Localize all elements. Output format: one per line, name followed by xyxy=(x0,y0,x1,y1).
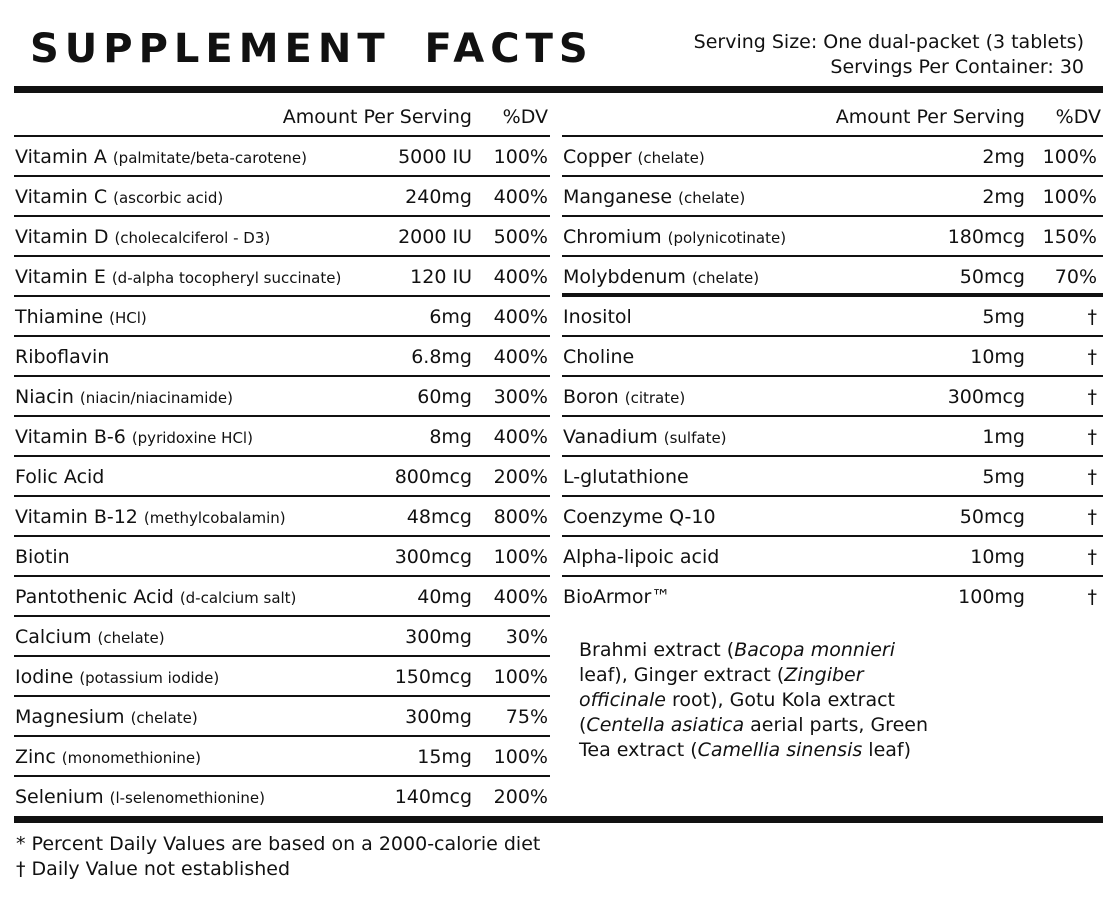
nutrient-dv: 30% xyxy=(505,626,548,648)
nutrient-dv: 100% xyxy=(1042,146,1097,168)
bioarmor-ingredients xyxy=(579,638,939,763)
nutrient-name xyxy=(15,226,270,248)
nutrient-row xyxy=(14,577,550,617)
nutrient-name xyxy=(563,506,716,528)
nutrient-dv: 400% xyxy=(493,186,548,208)
nutrient-row xyxy=(14,617,550,657)
nutrient-source: (niacin/niacinamide) xyxy=(79,389,233,407)
nutrient-amount: 100mg xyxy=(958,586,1025,608)
nutrient-dv: † xyxy=(1087,306,1097,328)
dv-footnote: * Percent Daily Values are based on a 2000-calorie diet xyxy=(16,833,541,855)
left-nutrient-column xyxy=(14,97,550,817)
nutrient-label: Manganese xyxy=(563,186,673,208)
bioarmor-text: root), Gotu Kola extract ( xyxy=(579,689,896,736)
nutrient-dv: 500% xyxy=(493,226,548,248)
nutrient-name xyxy=(15,466,104,488)
nutrient-dv: 70% xyxy=(1054,266,1097,288)
nutrient-row xyxy=(562,257,1103,297)
nutrient-row xyxy=(562,337,1103,377)
nutrient-label: Zinc xyxy=(15,746,56,768)
nutrient-name xyxy=(15,626,165,648)
nutrient-row xyxy=(14,417,550,457)
nutrient-row xyxy=(14,697,550,737)
nutrient-amount: 300mg xyxy=(405,626,472,648)
nutrient-dv: 75% xyxy=(505,706,548,728)
nutrient-row xyxy=(14,377,550,417)
nutrient-label: Pantothenic Acid xyxy=(15,586,174,608)
nutrient-name xyxy=(15,186,223,208)
nutrient-dv: 200% xyxy=(493,786,548,808)
nutrient-source: (palmitate/beta-carotene) xyxy=(112,149,307,167)
nutrient-amount: 300mcg xyxy=(947,386,1025,408)
nutrient-dv: 100% xyxy=(1042,186,1097,208)
column-header xyxy=(562,97,1103,137)
nutrient-name xyxy=(563,266,759,288)
right-rows xyxy=(562,137,1103,617)
nutrient-amount: 10mg xyxy=(970,346,1025,368)
nutrient-amount: 6.8mg xyxy=(411,346,472,368)
nutrient-amount: 5mg xyxy=(982,466,1025,488)
nutrient-source: (d-calcium salt) xyxy=(179,589,297,607)
column-header xyxy=(14,97,550,137)
nutrient-name xyxy=(563,386,685,408)
bottom-rule xyxy=(14,816,1103,823)
nutrient-row xyxy=(562,137,1103,177)
nutrient-source: (potassium iodide) xyxy=(79,669,220,687)
nutrient-amount: 50mcg xyxy=(959,506,1025,528)
nutrient-name xyxy=(563,426,727,448)
nutrient-name xyxy=(563,146,705,168)
nutrient-dv: † xyxy=(1087,426,1097,448)
nutrient-dv: 100% xyxy=(493,146,548,168)
nutrient-name xyxy=(563,226,786,248)
nutrient-label: L-glutathione xyxy=(563,466,689,488)
nutrient-source: (ascorbic acid) xyxy=(113,189,224,207)
nutrient-dv: † xyxy=(1087,466,1097,488)
nutrient-label: Boron xyxy=(563,386,619,408)
nutrient-row xyxy=(14,177,550,217)
top-rule xyxy=(14,86,1103,93)
bioarmor-text: leaf) xyxy=(862,739,912,761)
nutrient-row xyxy=(14,337,550,377)
bioarmor-text: leaf), Ginger extract ( xyxy=(579,664,785,686)
nutrient-label: Iodine xyxy=(15,666,74,688)
nutrient-amount: 150mcg xyxy=(394,666,472,688)
bioarmor-text: aerial parts, Green Tea extract ( xyxy=(579,714,928,761)
nutrient-source: (pyridoxine HCl) xyxy=(131,429,253,447)
nutrient-label: Molybdenum xyxy=(563,266,686,288)
nutrient-label: Biotin xyxy=(15,546,70,568)
nutrient-source: (l-selenomethionine) xyxy=(109,789,265,807)
nutrient-row xyxy=(14,737,550,777)
nutrient-dv: 100% xyxy=(493,746,548,768)
nutrient-name xyxy=(15,706,198,728)
nutrient-source: (methylcobalamin) xyxy=(143,509,286,527)
nutrient-dv: † xyxy=(1087,346,1097,368)
nutrient-name xyxy=(15,786,265,808)
nutrient-label: Choline xyxy=(563,346,635,368)
nutrient-dv: 150% xyxy=(1042,226,1097,248)
nutrient-source: (d-alpha tocopheryl succinate) xyxy=(111,269,342,287)
nutrient-row xyxy=(562,497,1103,537)
nutrient-label: Chromium xyxy=(563,226,662,248)
dv-header: %DV xyxy=(1055,106,1101,128)
nutrient-label: Folic Acid xyxy=(15,466,105,488)
servings-per-container: Servings Per Container: 30 xyxy=(830,56,1084,78)
nutrient-dv: 800% xyxy=(493,506,548,528)
nutrient-amount: 8mg xyxy=(429,426,472,448)
nutrient-amount: 2000 IU xyxy=(398,226,472,248)
nutrient-label: Vitamin B-6 xyxy=(15,426,126,448)
nutrient-source: (sulfate) xyxy=(663,429,727,447)
nutrient-name xyxy=(563,546,719,568)
nutrient-label: Copper xyxy=(563,146,632,168)
nutrient-name xyxy=(563,186,745,208)
bioarmor-species: Bacopa monnieri xyxy=(734,639,895,661)
nutrient-dv: 100% xyxy=(493,546,548,568)
bioarmor-species: Zingiber officinale xyxy=(579,664,864,711)
nutrient-amount: 300mcg xyxy=(394,546,472,568)
nutrient-row xyxy=(562,177,1103,217)
nutrient-row xyxy=(14,537,550,577)
nutrient-dv: 400% xyxy=(493,266,548,288)
dagger-footnote: † Daily Value not established xyxy=(16,858,291,880)
nutrient-amount: 48mcg xyxy=(406,506,472,528)
nutrient-row xyxy=(562,537,1103,577)
serving-info xyxy=(694,30,1084,80)
nutrient-source: (HCl) xyxy=(109,309,147,327)
nutrient-amount: 180mcg xyxy=(947,226,1025,248)
nutrient-row xyxy=(562,417,1103,457)
nutrient-name xyxy=(15,146,307,168)
nutrient-name xyxy=(563,346,634,368)
nutrient-amount: 6mg xyxy=(429,306,472,328)
footnotes xyxy=(16,832,540,882)
nutrient-name xyxy=(15,506,286,528)
nutrient-name xyxy=(15,746,201,768)
nutrient-dv: 100% xyxy=(493,666,548,688)
nutrient-name xyxy=(15,666,219,688)
bioarmor-species: Camellia sinensis xyxy=(697,739,863,761)
nutrient-label: Vitamin D xyxy=(15,226,109,248)
nutrient-name xyxy=(563,466,689,488)
supplement-facts-title: SUPPLEMENT FACTS xyxy=(30,26,594,72)
nutrient-row xyxy=(14,257,550,297)
nutrient-label: Riboflavin xyxy=(15,346,110,368)
nutrient-label: Vitamin C xyxy=(15,186,108,208)
nutrient-amount: 240mg xyxy=(405,186,472,208)
nutrient-source: (chelate) xyxy=(691,269,760,287)
nutrient-dv: 200% xyxy=(493,466,548,488)
nutrient-row xyxy=(14,777,550,817)
nutrient-amount: 5mg xyxy=(982,306,1025,328)
nutrient-dv: 300% xyxy=(493,386,548,408)
nutrient-label: Thiamine xyxy=(15,306,104,328)
bioarmor-text: Brahmi extract ( xyxy=(579,639,735,661)
nutrient-amount: 2mg xyxy=(982,146,1025,168)
nutrient-amount: 1mg xyxy=(982,426,1025,448)
nutrient-dv: † xyxy=(1087,546,1097,568)
nutrient-label: Vanadium xyxy=(563,426,658,448)
nutrient-label: Vitamin B-12 xyxy=(15,506,138,528)
dv-header: %DV xyxy=(502,106,548,128)
nutrient-label: Niacin xyxy=(15,386,74,408)
nutrient-amount: 15mg xyxy=(417,746,472,768)
nutrient-amount: 120 IU xyxy=(410,266,472,288)
nutrient-name xyxy=(15,586,296,608)
nutrient-dv: † xyxy=(1087,506,1097,528)
nutrient-row xyxy=(14,457,550,497)
amount-header: Amount Per Serving xyxy=(282,106,472,128)
nutrient-amount: 50mcg xyxy=(959,266,1025,288)
nutrient-label: Selenium xyxy=(15,786,104,808)
nutrient-name xyxy=(15,306,147,328)
nutrient-row xyxy=(14,217,550,257)
nutrient-amount: 140mcg xyxy=(394,786,472,808)
nutrient-label: Alpha-lipoic acid xyxy=(563,546,720,568)
nutrient-amount: 40mg xyxy=(417,586,472,608)
right-nutrient-column xyxy=(562,97,1103,617)
bioarmor-species: Centella asiatica xyxy=(586,714,745,736)
nutrient-source: (citrate) xyxy=(624,389,686,407)
nutrient-dv: 400% xyxy=(493,346,548,368)
amount-header: Amount Per Serving xyxy=(835,106,1025,128)
nutrient-label: BioArmor™ xyxy=(563,586,671,608)
left-rows xyxy=(14,137,550,817)
nutrient-label: Calcium xyxy=(15,626,92,648)
nutrient-name xyxy=(563,306,632,328)
nutrient-row xyxy=(562,457,1103,497)
nutrient-name xyxy=(15,266,341,288)
nutrient-dv: 400% xyxy=(493,426,548,448)
nutrient-amount: 10mg xyxy=(970,546,1025,568)
nutrient-name xyxy=(15,346,109,368)
nutrient-row xyxy=(14,297,550,337)
nutrient-dv: † xyxy=(1087,386,1097,408)
nutrient-source: (cholecalciferol - D3) xyxy=(114,229,271,247)
nutrient-source: (monomethionine) xyxy=(61,749,201,767)
nutrient-label: Vitamin A xyxy=(15,146,107,168)
nutrient-row xyxy=(562,217,1103,257)
nutrient-dv: 400% xyxy=(493,306,548,328)
nutrient-source: (chelate) xyxy=(678,189,746,207)
nutrient-amount: 2mg xyxy=(982,186,1025,208)
nutrient-label: Magnesium xyxy=(15,706,125,728)
nutrient-name xyxy=(563,586,670,608)
serving-size: Serving Size: One dual-packet (3 tablets) xyxy=(693,31,1084,53)
nutrient-label: Coenzyme Q-10 xyxy=(563,506,716,528)
nutrient-name xyxy=(15,426,253,448)
nutrient-dv: † xyxy=(1087,586,1097,608)
nutrient-amount: 300mg xyxy=(405,706,472,728)
nutrient-row xyxy=(14,657,550,697)
nutrient-source: (chelate) xyxy=(130,709,198,727)
nutrient-amount: 5000 IU xyxy=(398,146,472,168)
nutrient-row xyxy=(562,577,1103,617)
nutrient-name xyxy=(15,546,70,568)
nutrient-row xyxy=(562,297,1103,337)
nutrient-row xyxy=(562,377,1103,417)
nutrient-name xyxy=(15,386,233,408)
nutrient-label: Vitamin E xyxy=(15,266,106,288)
nutrient-source: (chelate) xyxy=(637,149,705,167)
nutrient-source: (polynicotinate) xyxy=(667,229,787,247)
nutrient-dv: 400% xyxy=(493,586,548,608)
nutrient-source: (chelate) xyxy=(97,629,165,647)
nutrient-row xyxy=(14,497,550,537)
nutrient-label: Inositol xyxy=(563,306,632,328)
nutrient-row xyxy=(14,137,550,177)
nutrient-amount: 60mg xyxy=(417,386,472,408)
nutrient-amount: 800mcg xyxy=(394,466,472,488)
